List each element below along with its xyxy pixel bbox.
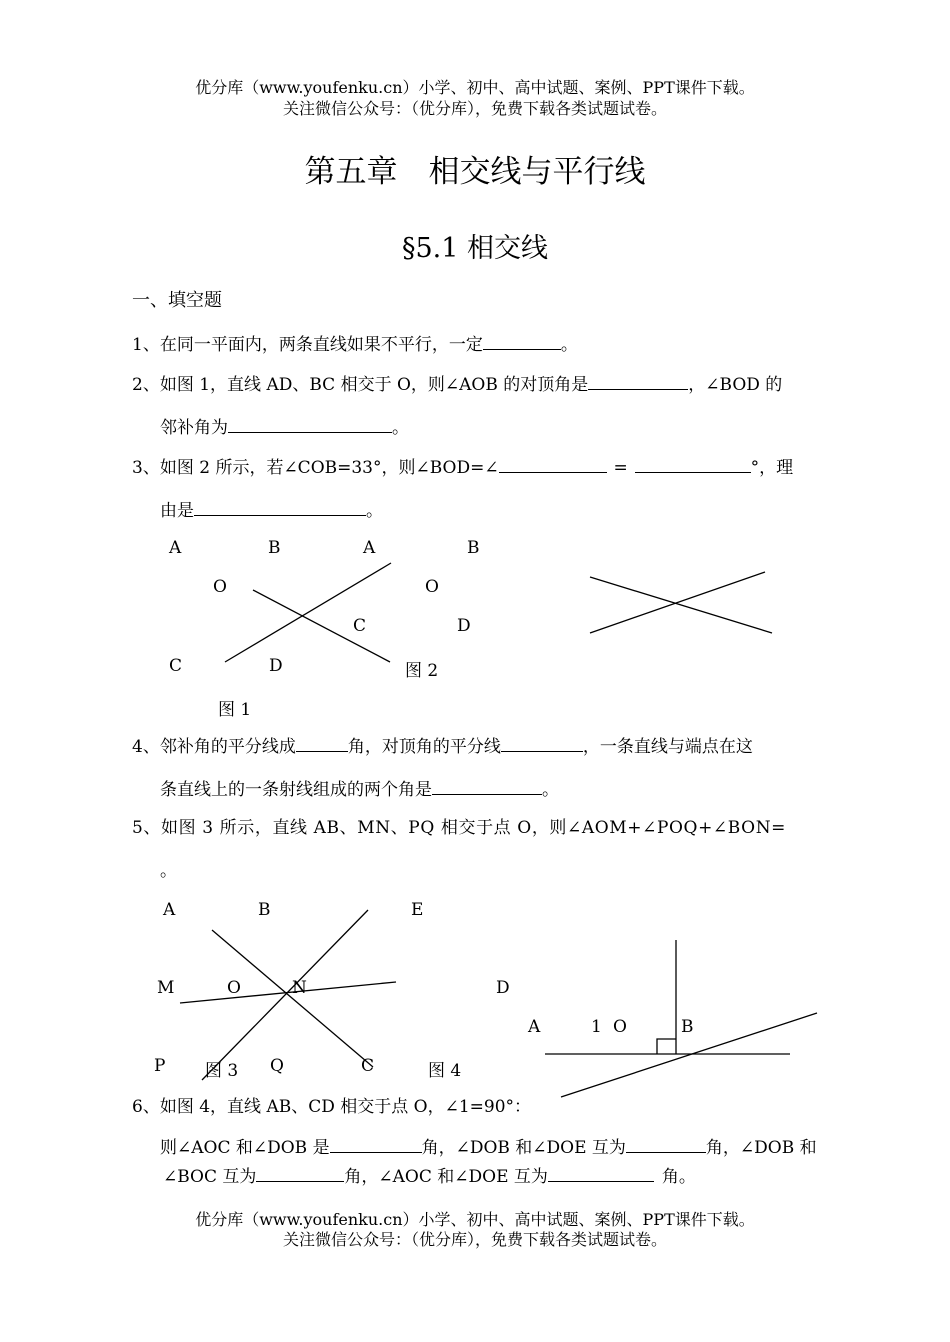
chapter-title: 第五章 相交线与平行线 [304,154,646,190]
fig1-line-bc [253,590,390,662]
fig1-label-A: A [169,538,182,558]
q2-text-b: ，∠BOD 的 [688,375,783,395]
fig2-label-B: B [467,538,480,558]
fig2-caption: 图 2 [405,661,439,681]
q2-text-c: 邻补角为 [160,418,228,438]
fig1-label-O: O [213,577,227,597]
fig1-line-ad [225,563,391,662]
fig1-label-C-right: C [353,616,367,636]
q6-text-d: ∠BOC 互为 [163,1167,257,1187]
header-line-1: 优分库（www.youfenku.cn）小学、初中、高中试题、案例、PPT课件下载。 [195,78,755,97]
q6-text-b: 角，∠DOB 和∠DOE 互为 [421,1138,626,1158]
fig3-line-pq [202,910,368,1080]
fig1-label-D: D [269,656,283,676]
q4-text-d: 条直线上的一条射线组成的两个角是 [160,780,432,800]
fig4-caption: 图 4 [428,1061,462,1081]
q2-text-a: 2、如图 1，直线 AD、BC 相交于 O，则∠AOB 的对顶角是 [132,375,589,395]
q2-end: 。 [392,418,409,438]
header-line-2: 关注微信公众号：（优分库），免费下载各类试题试卷。 [282,99,667,118]
q4-text-c: ，一条直线与端点在这 [582,737,753,757]
section-heading: 一、填空题 [132,290,222,311]
q6-text-e: 角，∠AOC 和∠DOE 互为 [344,1167,548,1187]
fig3-line-mn [180,982,396,1003]
fig3-caption: 图 3 [205,1061,239,1081]
fig1-caption: 图 1 [218,700,252,720]
fig3-label-P: P [154,1056,166,1076]
footer-line-1: 优分库（www.youfenku.cn）小学、初中、高中试题、案例、PPT课件下载。 [195,1210,755,1229]
fig4-label-O: O [613,1017,627,1037]
fig4-right-angle-mark [657,1039,676,1054]
q3-text-a: 3、如图 2 所示，若∠COB=33°，则∠BOD=∠ [132,458,499,478]
q3-end: 。 [366,501,383,521]
q6-text-a: 则∠AOC 和∠DOB 是 [160,1138,330,1158]
q4-text-b: 角，对顶角的平分线 [347,737,501,757]
fig3-label-Q: Q [270,1056,284,1076]
fig1-label-B: B [268,538,281,558]
fig2-label-D: D [457,616,471,636]
q4-end: 。 [542,780,559,800]
fig1-label-C: C [169,656,183,676]
question-6-line-1: 6、如图 4，直线 AB、CD 相交于点 O，∠1=90°： [132,1097,532,1117]
fig3-label-O: O [227,978,241,998]
q1-text: 1、在同一平面内，两条直线如果不平行，一定 [132,335,483,355]
fig3-label-B: B [258,900,271,920]
fig4-label-D: D [496,978,510,998]
footer-line-2: 关注微信公众号：（优分库），免费下载各类试题试卷。 [282,1230,667,1249]
fig3-label-C: C [361,1056,375,1076]
fig3-line-ab [212,930,373,1067]
question-5-line-1: 5、如图 3 所示，直线 AB、MN、PQ 相交于点 O，则∠AOM+∠POQ+∠BON= [132,818,787,838]
section-title: §5.1 相交线 [401,233,549,264]
fig2-label-A: A [363,538,376,558]
fig4-label-A: A [528,1017,541,1037]
fig2-line-2 [590,572,765,633]
q6-text-c: 角，∠DOB 和 [705,1138,817,1158]
fig4-label-B: B [681,1017,694,1037]
q3-eq: = [613,458,628,478]
fig2-label-O: O [425,577,439,597]
fig4-line-cd [561,1013,817,1097]
fig4-label-E: E [411,900,424,920]
q1-end: 。 [560,335,578,355]
fig2-line-1 [590,577,772,633]
q3-deg: °，理 [750,458,794,478]
fig3-label-A: A [163,900,176,920]
q4-text-a: 4、邻补角的平分线成 [132,737,296,757]
fig3-label-M: M [157,978,175,998]
q6-text-f: 角。 [661,1167,696,1187]
fig4-label-1: 1 [591,1017,602,1037]
fig3-label-N: N [292,978,307,998]
question-5-line-2: 。 [160,861,177,881]
q3-text-b: 由是 [160,501,194,521]
